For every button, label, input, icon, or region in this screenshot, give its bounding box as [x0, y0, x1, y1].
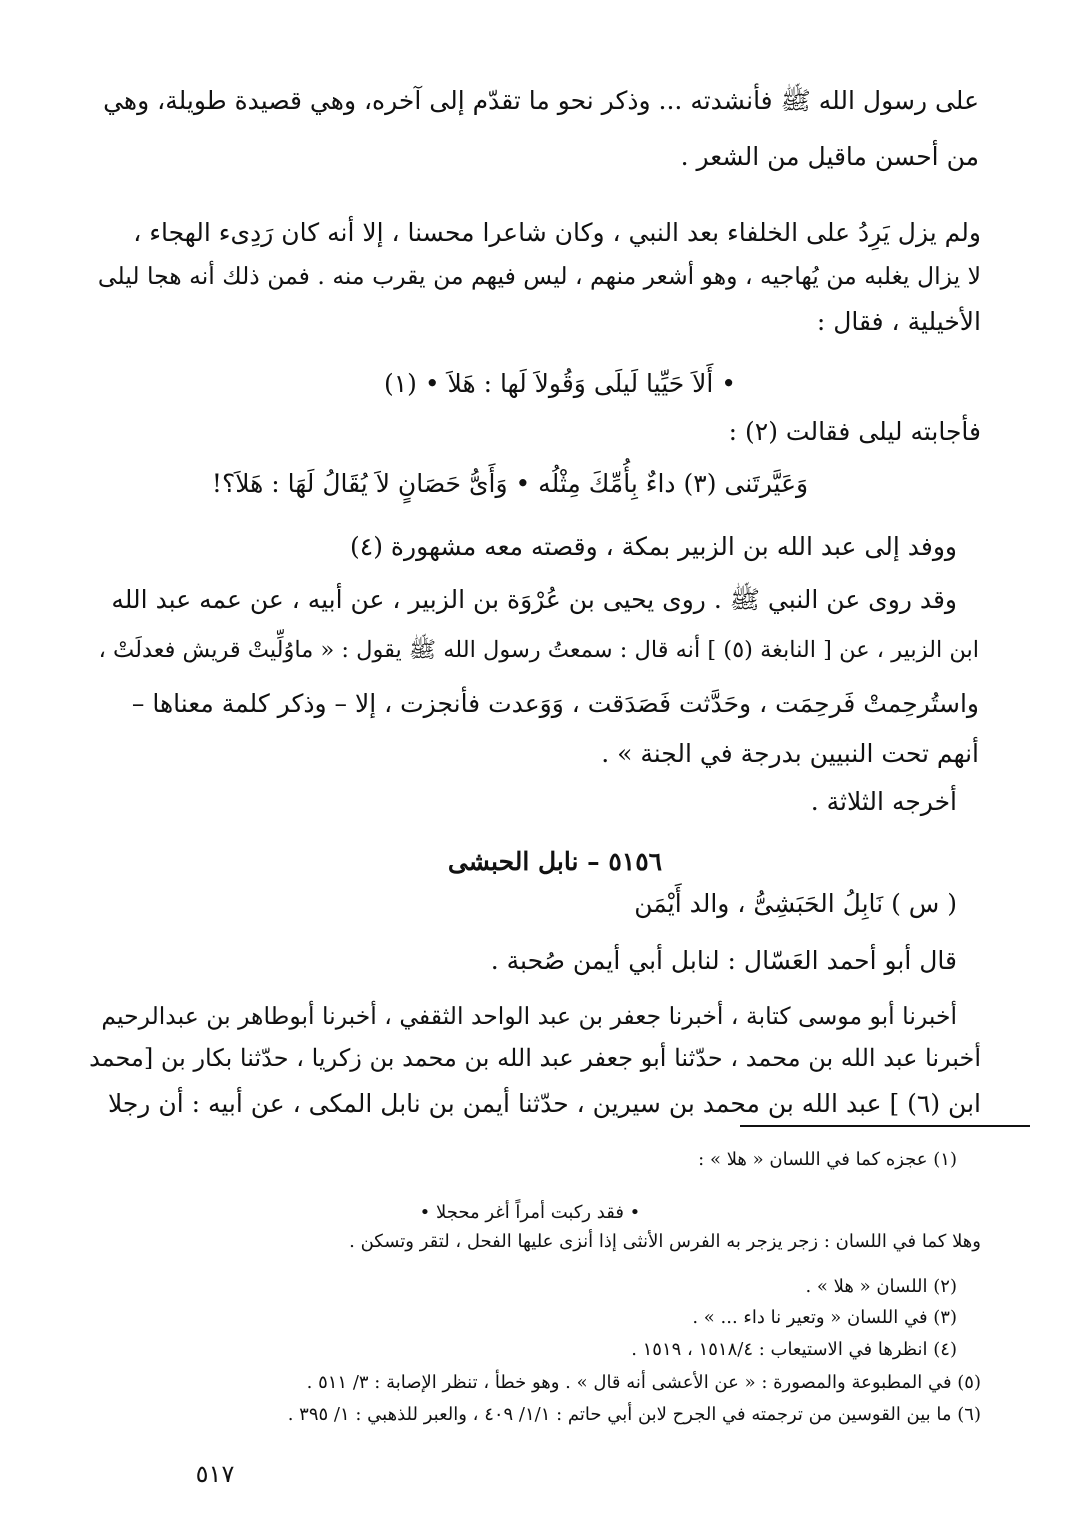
entry-line: أخبرنا أبو موسى كتابة ، أخبرنا جعفر بن عبد الواحد الثقفي ، أخبرنا أبوطاهر بن عبدالرحيم — [101, 1002, 957, 1030]
footnote: (٣) في اللسان « وتعير نا داء ... » . — [692, 1307, 957, 1328]
body-line: الأخيلية ، فقال : — [816, 307, 981, 336]
section-heading: ٥١٥٦ – نابل الحبشى — [447, 847, 663, 876]
entry-line: ( س ) نَابِلُ الحَبَشِىُّ ، والد أَيْمَن — [634, 889, 957, 918]
body-line: ووفد إلى عبد الله بن الزبير بمكة ، وقصته معه مشهورة (٤) — [350, 532, 957, 561]
body-line: وقد روى عن النبي ﷺ . روى يحيى بن عُرْوَة بن الزبير ، عن أبيه ، عن عمه عبد الله — [111, 585, 957, 614]
body-line: من أحسن ماقيل من الشعر . — [680, 142, 979, 171]
footnote: (١) عجزه كما في اللسان « هلا » : — [698, 1149, 957, 1170]
body-line: أنهم تحت النبيين بدرجة في الجنة » . — [601, 739, 979, 768]
footnote-separator — [740, 1125, 1030, 1127]
footnote: وهلا كما في اللسان : زجر يزجر به الفرس الأنثى إذا أنزى عليها الفحل ، لتقر وتسكن . — [349, 1231, 981, 1252]
body-line: ولم يزل يَرِدُ على الخلفاء بعد النبي ، وكان شاعرا محسنا ، إلا أنه كان رَدِىء الهجاء ، — [133, 218, 981, 247]
page-number: ٥١٧ — [195, 1460, 235, 1488]
footnote: (٦) ما بين القوسين من ترجمته في الجرح لابن أبي حاتم : ١/١/ ٤٠٩ ، والعبر للذهبي : ١/ ٣٩٥ . — [287, 1404, 981, 1425]
body-line: ابن الزبير ، عن [ النابغة (٥) ] أنه قال : سمعتُ رسول الله ﷺ يقول : « ماوُلِّيتْ قريش فعدلَتْ ، — [98, 637, 979, 663]
footnote: (٢) اللسان « هلا » . — [805, 1276, 957, 1297]
body-line: واستُرحِمتْ فَرحِمَت ، وحَدَّثت فَصَدَقت ، وَوَعدت فأنجزت ، إلا – وذكر كلمة معناها – — [131, 689, 979, 718]
body-line: على رسول الله ﷺ فأنشدته ... وذكر نحو ما تقدّم إلى آخره، وهي قصيدة طويلة، وهي — [103, 86, 979, 115]
footnote: (٤) انظرها في الاستيعاب : ١٥١٨/٤ ، ١٥١٩ . — [631, 1339, 957, 1360]
footnote-verse: • فقد ركبت أمراً أغر محجلا • — [419, 1202, 641, 1223]
body-line: لا يزال يغلبه من يُهاجيه ، وهو أشعر منهم ، ليس فيهم من يقرب منه . فمن ذلك أنه هجا ليلى — [97, 262, 981, 290]
body-line: أخرجه الثلاثة . — [810, 787, 957, 816]
body-line: فأجابته ليلى فقالت (٢) : — [728, 417, 981, 446]
entry-line: قال أبو أحمد العَسّال : لنابل أبي أيمن صُحبة . — [490, 946, 957, 975]
poem-verse: وَعَيَّرتَنى (٣) داءٌ بِأُمِّكَ مِثْلُه • وَأَىُّ حَصَانٍ لاَ يُقَالُ لَهَا : هَلاَ؟! — [211, 469, 809, 498]
entry-line: أخبرنا عبد الله بن محمد ، حدّثنا أبو جعفر عبد الله بن محمد بن زكريا ، حدّثنا بكار بن [محمد — [89, 1044, 981, 1072]
footnote: (٥) في المطبوعة والمصورة : « عن الأعشى أنه قال » . وهو خطأ ، تنظر الإصابة : ٣/ ٥١١ . — [306, 1372, 981, 1393]
poem-verse: • أَلاَ حَيِّيا لَيلَى وَقُولاَ لَها : هَلاَ • (١) — [383, 369, 737, 398]
entry-line: ابن (٦) ] عبد الله بن محمد بن سيرين ، حدّثنا أيمن بن نابل المكى ، عن أبيه : أن رجلا — [107, 1089, 981, 1118]
